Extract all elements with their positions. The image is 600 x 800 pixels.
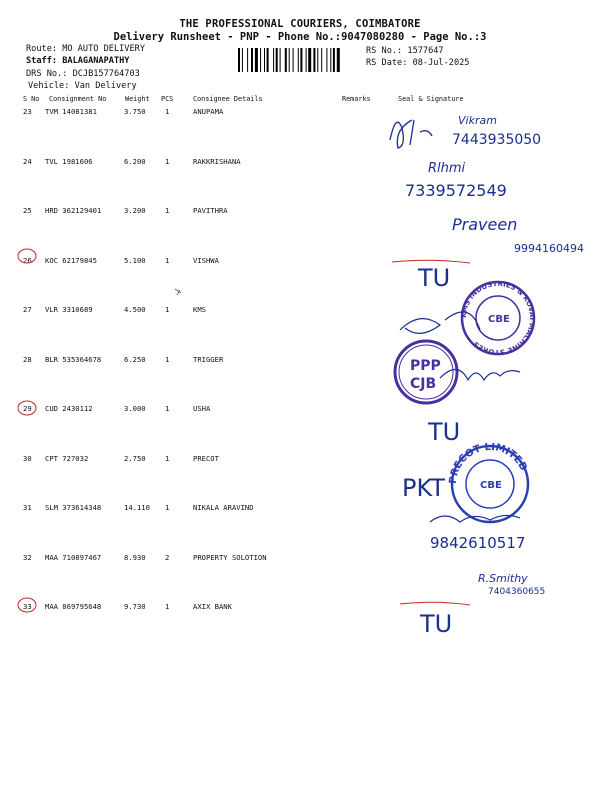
route-label: Route: MO AUTO DELIVERY: [26, 44, 145, 54]
hw-mark-26: TU: [418, 264, 451, 292]
red-circle-29: [18, 401, 36, 415]
hw-name-32: R.Smithy: [478, 572, 528, 585]
cell-consignment: TVM 14081381: [45, 107, 97, 116]
red-line-33: [400, 602, 470, 605]
cell-weight: 8.930: [124, 552, 146, 562]
cell-consignment: MAA 869795648: [45, 602, 102, 611]
cell-sno: 25: [23, 206, 32, 215]
col-remarks: Remarks: [342, 95, 371, 103]
cell-consignee: RAKKRISHANA: [193, 156, 241, 166]
hw-phone-31: 9842610517: [430, 534, 526, 552]
ppp-stamp-line2: CJB: [410, 376, 437, 392]
company-title: THE PROFESSIONAL COURIERS, COIMBATORE: [179, 18, 421, 30]
red-circle-33: [18, 598, 36, 612]
cell-sno: 28: [23, 354, 32, 364]
cell-consignment: TVL 1981606: [45, 156, 93, 166]
cell-consignment: KOC 62179845: [45, 255, 97, 265]
cell-sno: 32: [23, 552, 32, 562]
cell-pcs: 1: [165, 354, 170, 364]
cell-consignee: PROPERTY SOLOTION: [193, 552, 267, 562]
cell-consignee: ANUPAMA: [193, 107, 224, 116]
cell-consignment: HRD 362129401: [45, 206, 102, 215]
cell-weight: 9.730: [124, 602, 146, 611]
staff-label: Staff: BALAGANAPATHY: [26, 56, 130, 66]
vehicle-label: Vehicle: Van Delivery: [28, 81, 137, 91]
cell-consignment: MAA 710897467: [45, 552, 102, 562]
rs-date: RS Date: 08-Jul-2025: [366, 58, 470, 68]
cell-pcs: 1: [165, 305, 170, 314]
col-seal-signature: Seal & Signature: [398, 95, 464, 103]
rs-number: RS No.: 1577647: [366, 46, 444, 56]
cell-consignee: AXIX BANK: [193, 602, 232, 611]
cell-weight: 3.200: [124, 206, 146, 215]
hw-mark-30: PKT: [402, 474, 446, 502]
cell-sno: 24: [23, 156, 32, 166]
cell-consignee: USHA: [193, 404, 211, 413]
cell-pcs: 1: [165, 404, 170, 413]
cell-weight: 3.750: [124, 107, 146, 116]
col-weight: Weight: [125, 95, 150, 103]
cell-sno: 29: [23, 404, 32, 413]
svg-text:PRECOT LIMITED: [448, 442, 529, 485]
cell-pcs: 1: [165, 107, 170, 116]
kms-stamp-text: KMS INDUSTRIES & KOVAI MACHINE STORES: [459, 279, 537, 357]
cell-consignment: CUD 2430112: [45, 404, 93, 413]
ppp-stamp-line1: PPP: [410, 358, 441, 374]
cell-pcs: 1: [165, 503, 170, 512]
hw-phone-32: 7404360655: [488, 587, 546, 597]
hw-name-23: Vikram: [458, 114, 497, 127]
hw-mark-33: TU: [420, 610, 453, 638]
cell-consignee: NIKALA ARAVIND: [193, 503, 254, 512]
col-consignee: Consignee Details: [193, 95, 263, 103]
col-consignment: Consignment No: [49, 95, 107, 103]
cell-consignment: BLR 535364678: [45, 354, 102, 364]
cell-weight: 6.200: [124, 156, 146, 166]
cell-consignee: VISHWA: [193, 255, 219, 265]
hw-phone-25: 9994160494: [514, 242, 584, 255]
runsheet-subtitle: Delivery Runsheet - PNP - Phone No.:9047080280 - Page No.:3: [113, 31, 487, 43]
cell-sno: 31: [23, 503, 32, 512]
cell-pcs: 1: [165, 255, 170, 265]
cell-sno: 23: [23, 107, 32, 116]
cell-consignee: TRIGGER: [193, 354, 224, 364]
red-circle-26: [18, 249, 36, 263]
cell-weight: 4.500: [124, 305, 146, 314]
cell-consignment: CPT 727032: [45, 453, 89, 463]
kms-stamp: [460, 280, 536, 356]
hw-name-24: Rlhmi: [428, 161, 466, 176]
col-sno: S No: [23, 95, 40, 103]
cell-pcs: 2: [165, 552, 170, 562]
hw-name-25: Praveen: [452, 215, 518, 234]
cell-pcs: 1: [165, 453, 170, 463]
col-pcs: PCS: [161, 95, 174, 103]
cell-pcs: 1: [165, 602, 170, 611]
cell-consignment: VLR 3310689: [45, 305, 93, 314]
precot-stamp-center: CBE: [480, 480, 502, 491]
hw-mark-29: TU: [428, 418, 461, 446]
cell-sno: 27: [23, 305, 32, 314]
hw-phone-23: 7443935050: [452, 132, 542, 148]
cell-weight: 2.750: [124, 453, 146, 463]
cell-pcs: 1: [165, 156, 170, 166]
cell-consignee: KMS: [193, 305, 206, 314]
drs-number: DRS No.: DCJB157764703: [26, 69, 140, 79]
cell-consignee: PRECOT: [193, 453, 219, 463]
precot-stamp-text: PRECOT LIMITED: [447, 441, 529, 485]
pen-tick: [175, 289, 181, 295]
hw-phone-24: 7339572549: [405, 181, 507, 200]
precot-stamp: [448, 442, 529, 522]
cell-pcs: 1: [165, 206, 170, 215]
signature-23: [390, 120, 432, 148]
cell-weight: 6.250: [124, 354, 146, 364]
cell-weight: 14.110: [124, 503, 150, 512]
cell-sno: 30: [23, 453, 32, 463]
cell-sno: 26: [23, 255, 32, 265]
kms-stamp-center: CBE: [488, 314, 510, 325]
cell-sno: 33: [23, 602, 32, 611]
red-line-26: [392, 260, 470, 263]
cell-weight: 3.000: [124, 404, 146, 413]
cell-consignee: PAVITHRA: [193, 206, 228, 215]
cell-weight: 5.100: [124, 255, 146, 265]
cell-consignment: SLM 373614348: [45, 503, 102, 512]
